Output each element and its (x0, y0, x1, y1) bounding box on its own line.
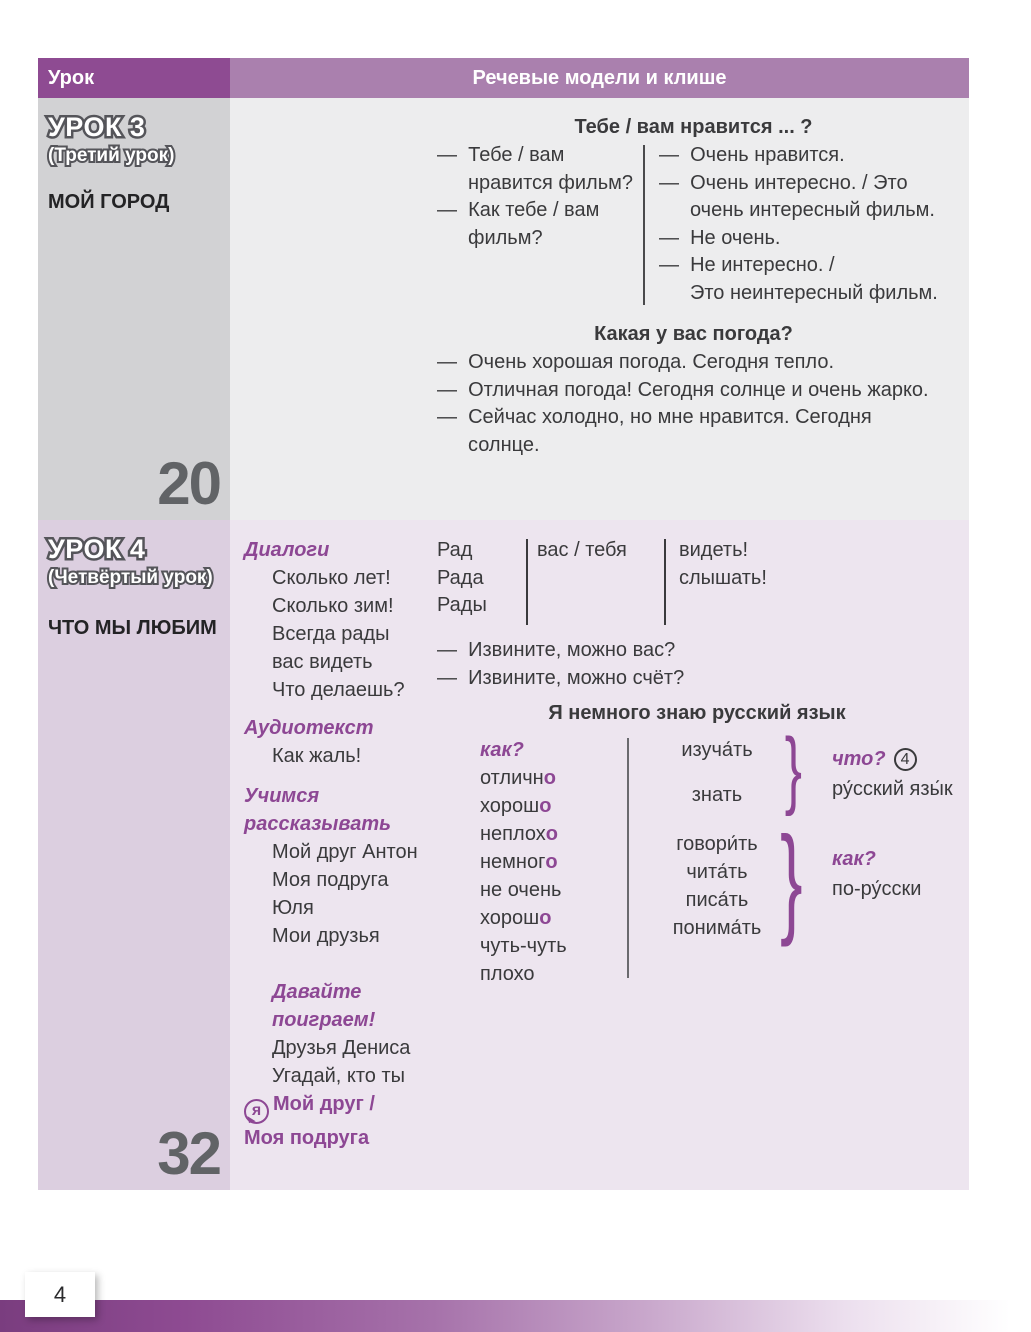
section-item: Как жаль! (272, 745, 362, 767)
lesson4-page-number: 32 (157, 1120, 220, 1187)
section-heading-dialogi: Диалоги (244, 539, 330, 561)
section-item: Угадай, кто ты (272, 1065, 405, 1087)
footer-page-tab (25, 1272, 95, 1317)
section-item: Моя подруга (272, 869, 389, 891)
lesson4-title: УРОК 4 (48, 534, 146, 564)
curly-brace-icon: } (784, 721, 802, 817)
dialog-line: — Не очень. (659, 226, 781, 249)
adverb-accent-o: о (545, 851, 558, 873)
glad-cell: видеть! (679, 539, 749, 561)
section-item: Всегда рады (272, 623, 390, 645)
contents-table (38, 58, 969, 1190)
weather-line: — Сейчас холодно, но мне нравится. Сегодня (437, 406, 872, 428)
lesson4-section-list (244, 536, 440, 1152)
ya-label-line (244, 1090, 440, 1124)
header-cell-lesson: Урок (38, 58, 230, 98)
lesson3-left-cell (38, 98, 230, 520)
dialog-line: нравится фильм? (468, 171, 633, 194)
how-label: как? (832, 848, 876, 870)
lesson3-row (38, 98, 969, 520)
how-label-group (832, 844, 921, 904)
ya-label-text: Мой друг / (273, 1093, 375, 1115)
footer-page-number: 4 (53, 1281, 67, 1307)
what-label-group (832, 744, 953, 804)
verbs-how-group (652, 830, 782, 942)
adverb-line: неплохо (480, 823, 559, 845)
likes-question-column (437, 142, 643, 307)
lesson3-content-cell (230, 98, 969, 520)
adverb-list (480, 736, 567, 988)
glad-col-verbs (666, 537, 767, 625)
section-item: Что делаешь? (272, 679, 405, 701)
adverb-line: плохо (480, 963, 535, 985)
verbs-what-group (652, 736, 782, 809)
lesson3-page-number: 20 (157, 450, 220, 517)
section-item: Мой друг Антон (272, 841, 418, 863)
dialog-line: — Очень нравится. (659, 144, 845, 166)
footer-gradient-bar (0, 1300, 1031, 1332)
what-label: что? (832, 748, 886, 770)
section-heading-uchimsya: рассказывать (244, 813, 391, 835)
glad-col-object (528, 537, 664, 625)
lesson4-left-cell (38, 520, 230, 1190)
table-header-row (38, 58, 969, 98)
glad-cell: вас / тебя (537, 539, 627, 561)
verb: знать (691, 784, 743, 806)
section-item: Друзья Дениса (272, 1037, 411, 1059)
column-divider (627, 738, 629, 978)
likes-title: Тебе / вам нравится ... ? (574, 116, 813, 138)
section-item: Мои друзья (272, 925, 380, 947)
section-heading-audiotext: Аудиотекст (244, 717, 374, 739)
excuse-line: — Извините, можно вас? (437, 639, 676, 661)
adverb-line: хорошо (480, 795, 552, 817)
glad-col-forms (437, 537, 526, 625)
knowledge-block (437, 700, 969, 1000)
section-item: Юля (272, 897, 314, 919)
lesson3-topic: МОЙ ГОРОД (48, 191, 170, 213)
verb: говори́ть (676, 833, 758, 855)
glad-cell: Рады (437, 594, 487, 616)
dialog-line: — Очень интересно. / Это (659, 171, 908, 194)
section-heading-davaite: поиграем! (272, 1009, 376, 1031)
adverb-accent-o: о (545, 823, 559, 845)
weather-title: Какая у вас погода? (594, 323, 793, 345)
lesson4-subtitle: (Четвёртый урок) (48, 567, 213, 588)
how-object: по-ру́сски (832, 878, 922, 900)
glad-cell: Рад (437, 539, 473, 561)
likes-block (230, 98, 969, 307)
dialog-line: очень интересный фильм. (690, 199, 935, 221)
header-cell-speech-models: Речевые модели и клише (230, 58, 969, 98)
ya-speech-bubble-icon: я (244, 1099, 269, 1124)
dialog-line: фильм? (468, 226, 543, 249)
dialog-line: — Как тебе / вам (437, 199, 600, 221)
what-object: ру́сский язы́к (832, 778, 953, 800)
adverb-line: отлично (480, 767, 556, 789)
excuse-line: — Извините, можно счёт? (437, 666, 685, 689)
ya-label-line: Моя подруга (244, 1126, 370, 1149)
section-item: Сколько зим! (272, 595, 394, 617)
section-item: вас видеть (272, 651, 373, 673)
weather-block (230, 321, 969, 459)
dialog-line: — Тебе / вам (437, 144, 565, 166)
weather-line: солнце. (468, 433, 540, 456)
excuse-block (437, 637, 969, 692)
lesson4-row (38, 520, 969, 1190)
likes-answer-column (645, 142, 938, 307)
verb: понима́ть (672, 917, 762, 939)
lesson4-topic: ЧТО МЫ ЛЮБИМ (48, 617, 217, 639)
curly-brace-icon: } (780, 811, 803, 947)
adverb-accent-o: о (539, 907, 552, 929)
circled-4-badge: 4 (894, 748, 917, 771)
knowledge-title: Я немного знаю русский язык (548, 702, 846, 724)
lesson3-subtitle: (Третий урок) (48, 145, 175, 166)
adverb-line: чуть-чуть (480, 935, 567, 957)
adverb-line: хорошо (480, 907, 552, 929)
adverb-line: не очень (480, 879, 562, 901)
lesson4-models-content (437, 520, 969, 1000)
adverb-line: немного (480, 851, 558, 873)
adverb-accent-o: о (543, 767, 556, 789)
section-item: Сколько лет! (272, 567, 391, 589)
section-heading-uchimsya: Учимся (244, 785, 320, 807)
lesson4-content-cell (230, 520, 969, 1190)
glad-cell: слышать! (679, 566, 767, 589)
verb: писа́ть (685, 889, 749, 911)
section-heading-davaite: Давайте (272, 981, 362, 1003)
weather-line: — Очень хорошая погода. Сегодня тепло. (437, 351, 835, 373)
how-heading: как? (480, 739, 524, 761)
adverb-accent-o: о (539, 795, 552, 817)
weather-line: — Отличная погода! Сегодня солнце и очень жарко. (437, 378, 929, 401)
dialog-line: — Не интересно. / (659, 254, 835, 276)
glad-cell: Рада (437, 566, 484, 589)
verb: изуча́ть (681, 739, 753, 761)
glad-table (437, 537, 969, 625)
verb: чита́ть (686, 861, 748, 883)
lesson3-title: УРОК 3 (48, 112, 146, 142)
dialog-line: Это неинтересный фильм. (690, 281, 938, 304)
